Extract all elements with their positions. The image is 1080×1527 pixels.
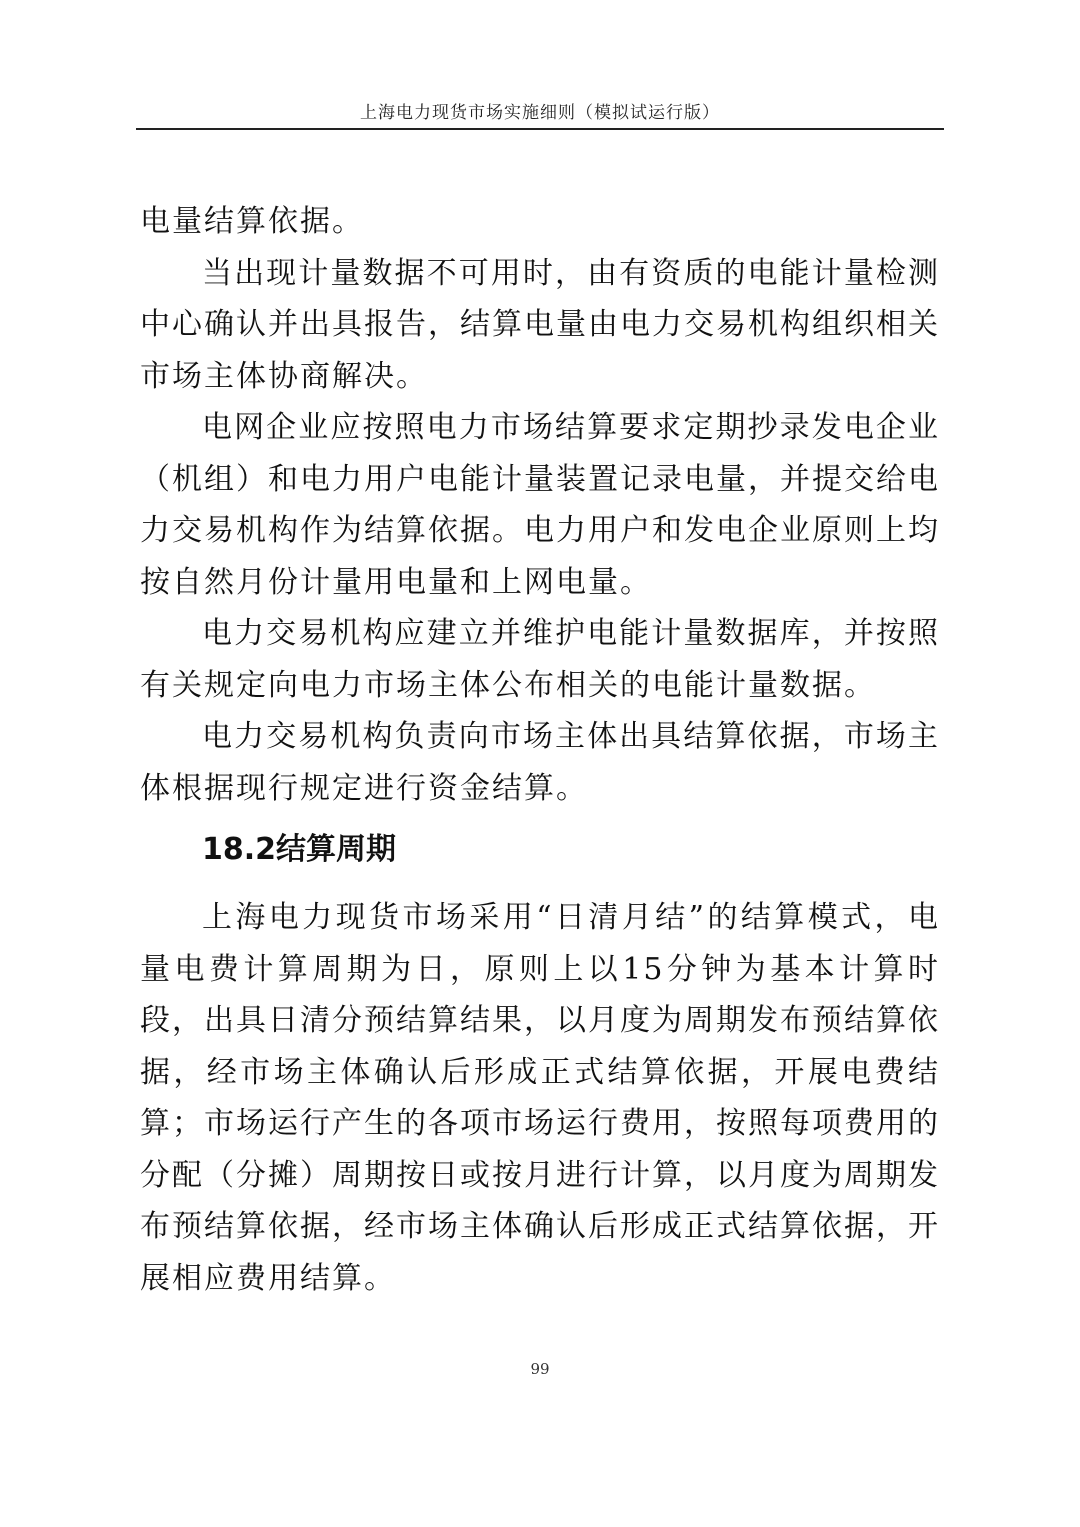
page-number: 99 (530, 1360, 550, 1378)
paragraph-unavailable-metering: 当出现计量数据不可用时，由有资质的电能计量检测中心确认并出具报告，结算电量由电力交易机构组织相关市场主体协商解决。 (140, 255, 940, 394)
running-header: 上海电力现货市场实施细则（模拟试运行版） (360, 103, 720, 123)
body-text (140, 196, 940, 1304)
header-rule (136, 128, 944, 130)
paragraph-settlement-cycle: 上海电力现货市场采用“日清月结”的结算模式，电量电费计算周期为日，原则上以15分钟为基本计算时段，出具日清分预结算结果，以月度为周期发布预结算依据，经市场主体确认后形成正式结算依据，开展电费结算；市场运行产生的各项市场运行费用，按照每项费用的分配（分摊）周期按日或按月进行计算，以月度为周期发布预结算依据，经市场主体确认后形成正式结算依据，开展相应费用结算。 (140, 900, 940, 1296)
paragraph-continuation: 电量结算依据。 (140, 204, 364, 239)
section-heading: 18.2结算周期 (202, 832, 397, 867)
paragraph-grid-meter-reading: 电网企业应按照电力市场结算要求定期抄录发电企业（机组）和电力用户电能计量装置记录电量，并提交给电力交易机构作为结算依据。电力用户和发电企业原则上均按自然月份计量用电量和上网电量。 (140, 410, 940, 600)
paragraph-metering-database: 电力交易机构应建立并维护电能计量数据库，并按照有关规定向电力市场主体公布相关的电能计量数据。 (140, 616, 940, 703)
paragraph-settlement-basis: 电力交易机构负责向市场主体出具结算依据，市场主体根据现行规定进行资金结算。 (140, 719, 940, 806)
